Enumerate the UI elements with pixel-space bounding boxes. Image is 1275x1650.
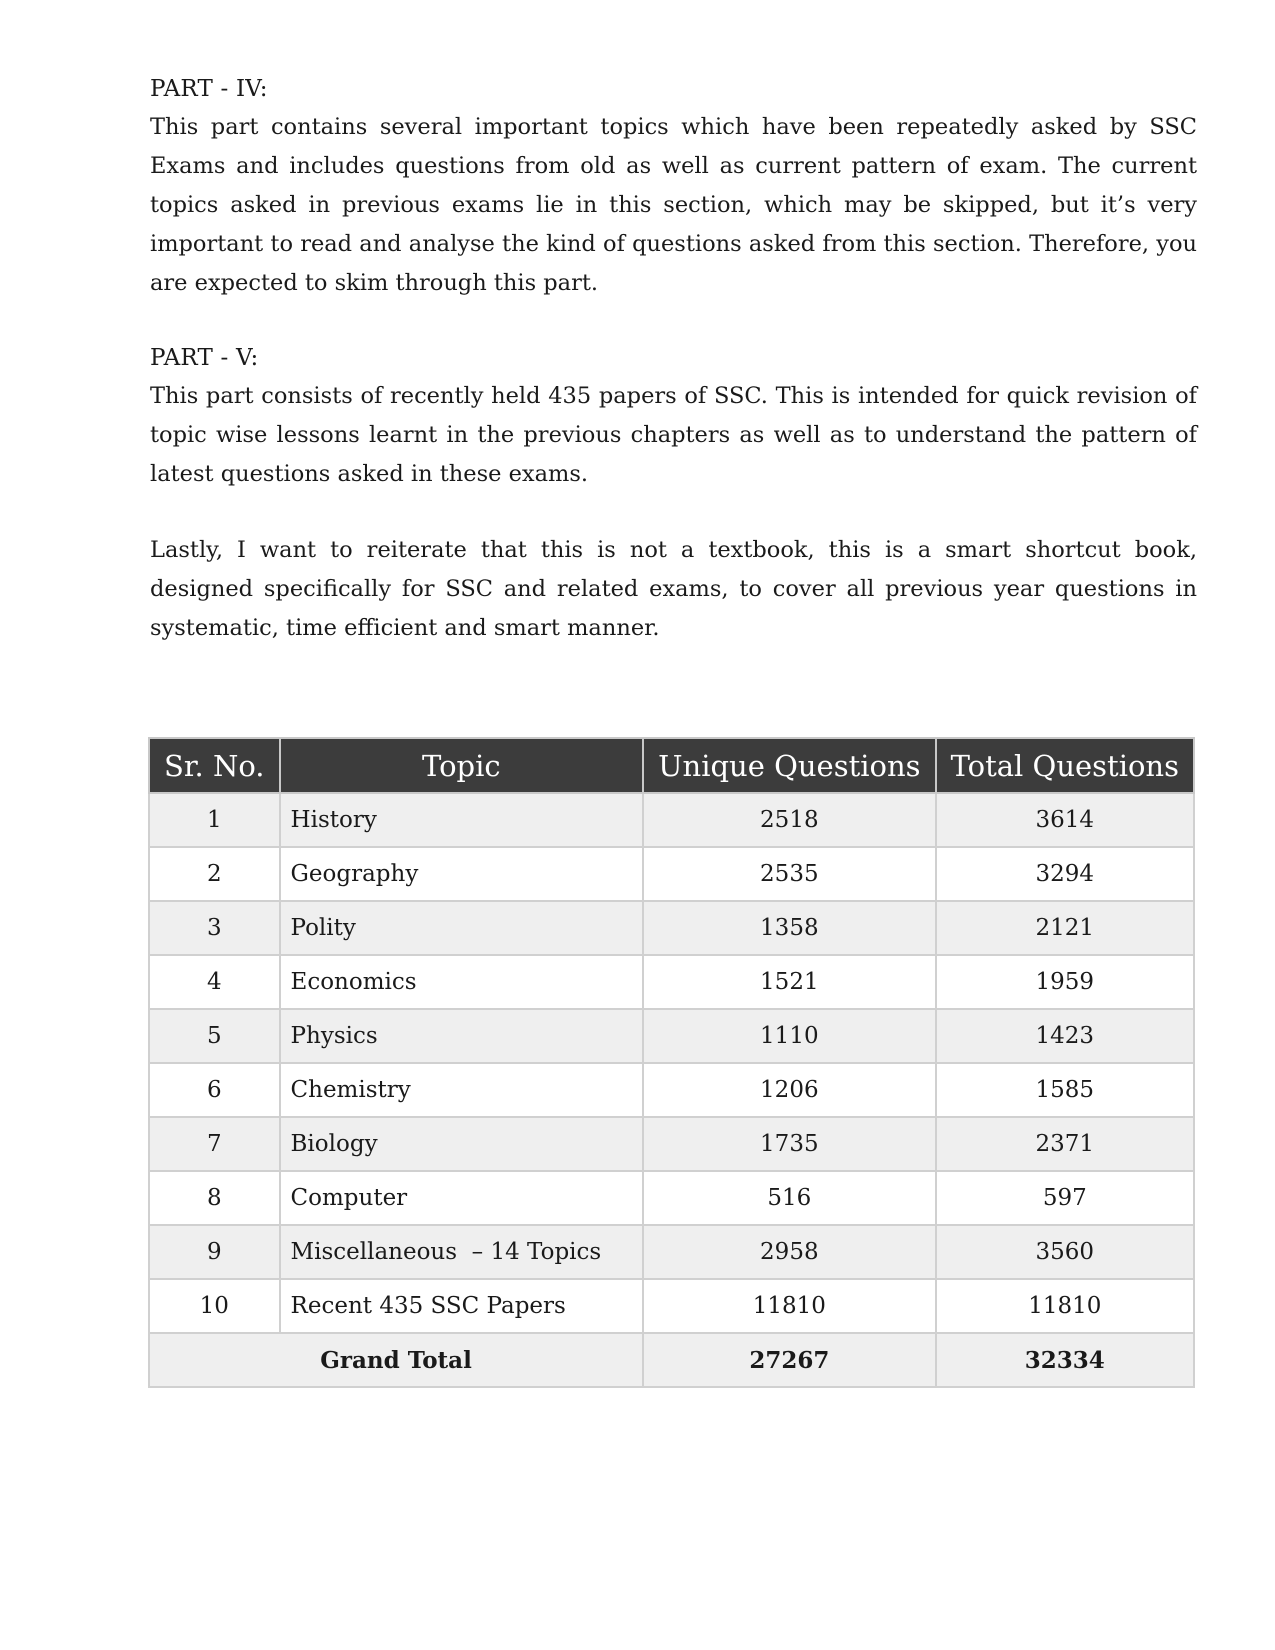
row-total-questions: 3294: [936, 847, 1194, 901]
table-row: [149, 901, 1194, 955]
row-unique-questions: 11810: [643, 1279, 935, 1333]
row-unique-questions: 1521: [643, 955, 935, 1009]
table-row: [149, 1279, 1194, 1333]
row-unique-questions: 2958: [643, 1225, 935, 1279]
row-sr-no: 6: [149, 1063, 280, 1117]
row-total-questions: 2121: [936, 901, 1194, 955]
question-stats-table: [148, 737, 1195, 1388]
row-unique-questions: 1206: [643, 1063, 935, 1117]
grand-total-total: 32334: [936, 1333, 1194, 1387]
row-topic: Polity: [280, 901, 644, 955]
row-total-questions: 2371: [936, 1117, 1194, 1171]
row-unique-questions: 1735: [643, 1117, 935, 1171]
row-topic: Physics: [280, 1009, 644, 1063]
row-total-questions: 1423: [936, 1009, 1194, 1063]
row-sr-no: 7: [149, 1117, 280, 1171]
row-total-questions: 597: [936, 1171, 1194, 1225]
row-unique-questions: 1358: [643, 901, 935, 955]
row-total-questions: 1585: [936, 1063, 1194, 1117]
row-sr-no: 9: [149, 1225, 280, 1279]
table-row: [149, 1225, 1194, 1279]
row-sr-no: 10: [149, 1279, 280, 1333]
table-row: [149, 1063, 1194, 1117]
row-sr-no: 3: [149, 901, 280, 955]
row-topic: Geography: [280, 847, 644, 901]
part-v-heading: PART - V:: [150, 345, 259, 371]
row-sr-no: 2: [149, 847, 280, 901]
row-topic: Economics: [280, 955, 644, 1009]
grand-total-label: Grand Total: [149, 1333, 643, 1387]
closing-paragraph: Lastly, I want to reiterate that this is not a textbook, this is a smart shortcut book, designed specifically for SSC and related exams, to cover all previous year questions in systematic, time efficient and smart manner.: [150, 537, 1197, 641]
part-iv-heading: PART - IV:: [150, 76, 268, 102]
table-row: [149, 1171, 1194, 1225]
header-topic: Topic: [280, 738, 644, 793]
row-total-questions: 1959: [936, 955, 1194, 1009]
part-iv-body: This part contains several important topics which have been repeatedly asked by SSC Exams and includes questions from old as well as current pattern of exam. The current topics asked in previous exams lie in this section, which may be skipped, but it’s very important to read and analyse the kind of questions asked from this section. Therefore, you are expected to skim through this part.: [150, 114, 1197, 296]
header-total-questions: Total Questions: [936, 738, 1194, 793]
row-total-questions: 3560: [936, 1225, 1194, 1279]
table-row: [149, 793, 1194, 847]
table-row: [149, 1009, 1194, 1063]
header-unique-questions: Unique Questions: [643, 738, 935, 793]
row-unique-questions: 516: [643, 1171, 935, 1225]
table-header-row: [149, 738, 1194, 793]
page-content: [150, 70, 1197, 648]
grand-total-row: [149, 1333, 1194, 1387]
table-row: [149, 955, 1194, 1009]
row-topic: Miscellaneous – 14 Topics: [280, 1225, 644, 1279]
row-unique-questions: 2535: [643, 847, 935, 901]
row-unique-questions: 2518: [643, 793, 935, 847]
row-topic: Biology: [280, 1117, 644, 1171]
row-sr-no: 4: [149, 955, 280, 1009]
table-row: [149, 847, 1194, 901]
row-topic: History: [280, 793, 644, 847]
table-row: [149, 1117, 1194, 1171]
row-total-questions: 11810: [936, 1279, 1194, 1333]
row-topic: Recent 435 SSC Papers: [280, 1279, 644, 1333]
grand-total-unique: 27267: [643, 1333, 935, 1387]
row-sr-no: 8: [149, 1171, 280, 1225]
row-unique-questions: 1110: [643, 1009, 935, 1063]
row-total-questions: 3614: [936, 793, 1194, 847]
row-topic: Computer: [280, 1171, 644, 1225]
row-sr-no: 1: [149, 793, 280, 847]
row-topic: Chemistry: [280, 1063, 644, 1117]
part-v-body: This part consists of recently held 435 papers of SSC. This is intended for quick revision of topic wise lessons learnt in the previous chapters as well as to understand the pattern of latest questions asked in these exams.: [150, 383, 1197, 487]
row-sr-no: 5: [149, 1009, 280, 1063]
header-sr-no: Sr. No.: [149, 738, 280, 793]
